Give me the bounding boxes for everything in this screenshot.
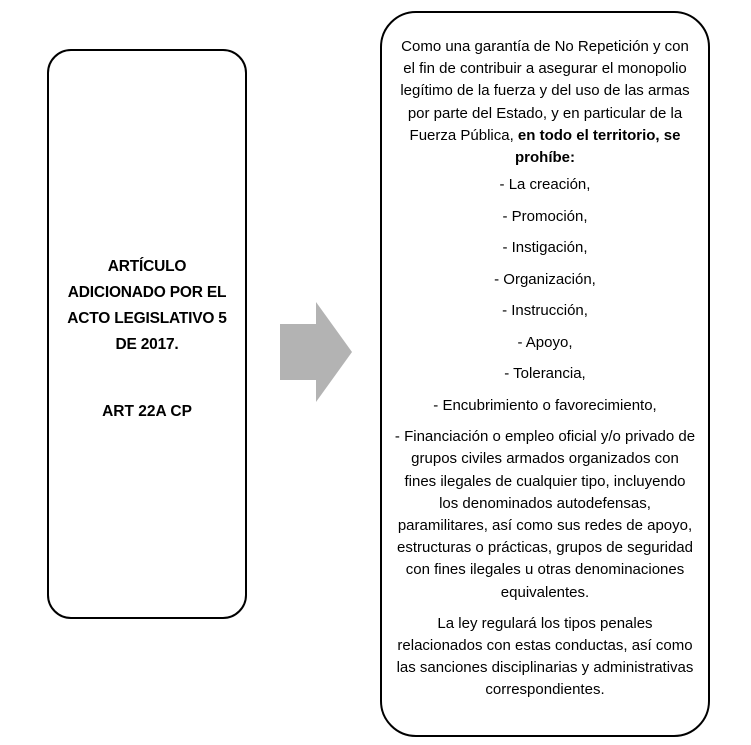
list-item: - Organización, [494,270,596,288]
list-item: - Encubrimiento o favorecimiento, [433,396,657,414]
right-arrow-icon [280,302,352,402]
intro-paragraph [394,36,696,169]
article-reference: ART 22A CP [102,403,192,420]
list-item: - Financiación o empleo oficial y/o privado de grupos civiles armados organizados con fines ilegales de cualquier tipo, incluyendo los denominados autodefensas, paramilitares, así como sus redes de apoyo, estructuras o prácticas, grupos de seguridad con fines ilegales u otras denominaciones equivalentes. [394,428,696,601]
list-item: - La creación, [499,176,591,194]
list-item: - Instigación, [502,239,588,257]
prohibition-list [394,174,696,604]
prohibition-box [380,11,710,737]
list-item: - Promoción, [502,207,588,225]
list-item: - Apoyo, [517,333,573,351]
list-item: - Tolerancia, [504,365,586,383]
intro-bold-text: en todo el territorio, se prohíbe: [515,126,681,167]
list-item: - Instrucción, [502,302,588,320]
article-title: ARTÍCULO ADICIONADO POR EL ACTO LEGISLATIVO 5 DE 2017. [67,258,227,353]
prohibition-content [394,36,696,702]
closing-paragraph: La ley regulará los tipos penales relacionados con estas conductas, así como las sanciones disciplinarias y administrativas correspondientes. [396,614,694,699]
arrow-shape [280,302,352,402]
intro-text: Como una garantía de No Repetición y con el fin de contribuir a asegurar el monopolio legítimo de la fuerza y del uso de las armas por parte del Estado, y en particular de la Fuerza Pública, [400,38,690,144]
article-box [47,49,247,619]
